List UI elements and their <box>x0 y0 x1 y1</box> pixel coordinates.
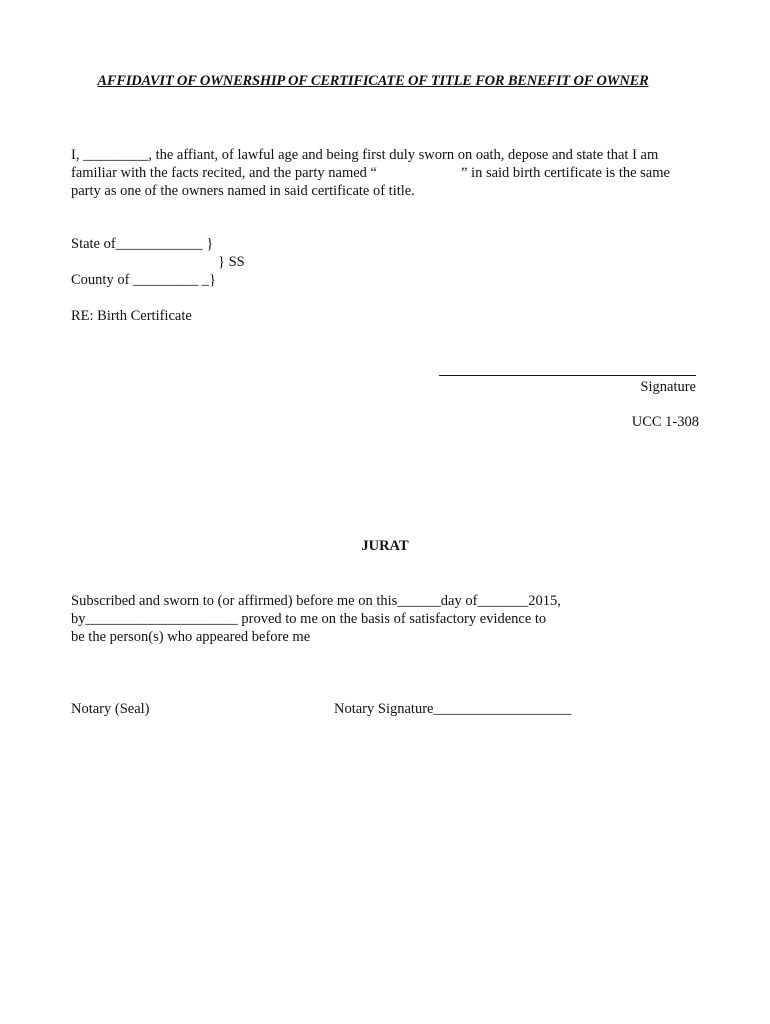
notary-signature-label: Notary Signature___________________ <box>334 701 572 717</box>
jurat-title: JURAT <box>361 538 409 554</box>
notary-seal-label: Notary (Seal) <box>71 701 150 717</box>
affidavit-body-line-1: I, _________, the affiant, of lawful age and being first duly sworn on oath, depose and state that I am <box>71 147 659 163</box>
re-line: RE: Birth Certificate <box>71 308 192 324</box>
signature-line <box>439 375 696 376</box>
jurat-line-2: by_____________________ proved to me on the basis of satisfactory evidence to <box>71 611 547 627</box>
jurat-line-1: Subscribed and sworn to (or affirmed) before me on this______day of_______2015, <box>71 593 561 609</box>
jurat-line-3: be the person(s) who appeared before me <box>71 629 311 645</box>
affidavit-body-line-2-start: familiar with the facts recited, and the party named “ <box>71 165 377 181</box>
venue-county: County of _________ _} <box>71 272 217 288</box>
ucc-reference: UCC 1-308 <box>631 414 699 430</box>
venue-state: State of____________ } <box>71 236 214 252</box>
venue-ss: } SS <box>218 254 245 270</box>
signature-label: Signature <box>640 379 696 395</box>
affidavit-body-line-2 <box>71 164 670 182</box>
affidavit-body-line-2-end: ” in said birth certificate is the same <box>460 165 670 181</box>
document-title: AFFIDAVIT OF OWNERSHIP OF CERTIFICATE OF TITLE FOR BENEFIT OF OWNER <box>97 73 649 89</box>
affidavit-body-line-3: party as one of the owners named in said certificate of title. <box>71 183 415 199</box>
